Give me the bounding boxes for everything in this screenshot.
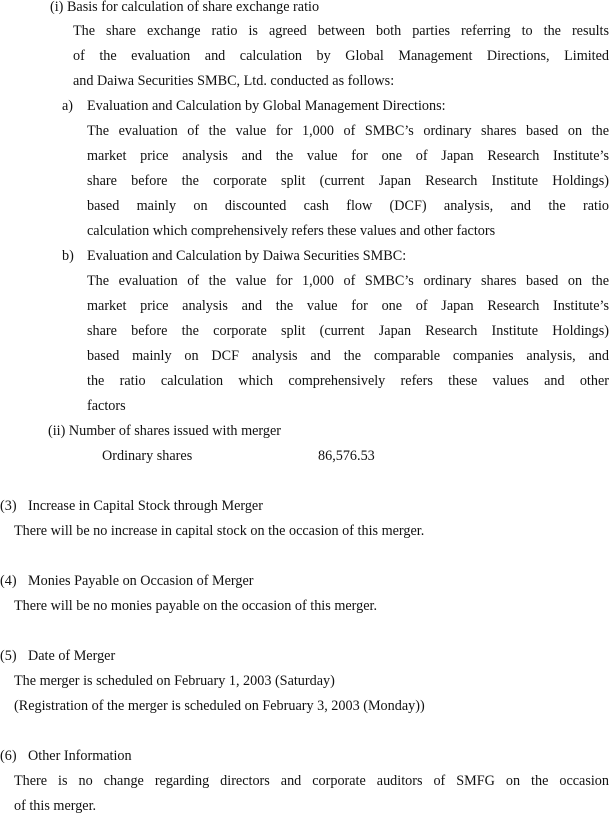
ordinary-shares-value: 86,576.53 [318, 448, 375, 464]
basis-intro-line: The share exchange ratio is agreed between both parties referring to the results [73, 23, 609, 39]
item-b-marker: b) [62, 248, 74, 264]
item-b-line: the ratio calculation which comprehensively refers these values and other [87, 373, 609, 389]
basis-intro-line: and Daiwa Securities SMBC, Ltd. conducted as follows: [73, 73, 395, 89]
section-title: Increase in Capital Stock through Merger [28, 498, 263, 514]
section-text: There is no change regarding directors and corporate auditors of SMFG on the occasion [14, 773, 609, 789]
shares-issued-heading: (ii) Number of shares issued with merger [48, 423, 281, 439]
item-a-line: The evaluation of the value for 1,000 of SMBC’s ordinary shares based on the [87, 123, 609, 139]
section-title: Monies Payable on Occasion of Merger [28, 573, 254, 589]
item-a-line: share before the corporate split (current Japan Research Institute Holdings) [87, 173, 609, 189]
section-text: of this merger. [14, 798, 97, 814]
item-a-marker: a) [62, 98, 74, 114]
item-b-line: based mainly on DCF analysis and the comparable companies analysis, and [87, 348, 609, 364]
item-a-title: Evaluation and Calculation by Global Management Directions: [87, 98, 446, 114]
item-a-line: market price analysis and the value for one of Japan Research Institute’s [87, 148, 609, 164]
item-b-line: market price analysis and the value for one of Japan Research Institute’s [87, 298, 609, 314]
section-number: (3) [0, 498, 17, 514]
section-text: There will be no increase in capital stock on the occasion of this merger. [14, 523, 425, 539]
item-a-line: based mainly on discounted cash flow (DCF) analysis, and the ratio [87, 198, 609, 214]
ordinary-shares-label: Ordinary shares [102, 448, 193, 464]
item-a-line: calculation which comprehensively refers these values and other factors [87, 223, 496, 239]
basis-heading: (i) Basis for calculation of share exchange ratio [50, 0, 320, 15]
section-text: The merger is scheduled on February 1, 2003 (Saturday) [14, 673, 335, 689]
item-b-line: The evaluation of the value for 1,000 of SMBC’s ordinary shares based on the [87, 273, 609, 289]
section-text: (Registration of the merger is scheduled on February 3, 2003 (Monday)) [14, 698, 425, 714]
section-title: Date of Merger [28, 648, 116, 664]
section-title: Other Information [28, 748, 132, 764]
item-b-title: Evaluation and Calculation by Daiwa Securities SMBC: [87, 248, 407, 264]
section-number: (6) [0, 748, 17, 764]
section-number: (5) [0, 648, 17, 664]
section-number: (4) [0, 573, 17, 589]
basis-intro-line: of the evaluation and calculation by Global Management Directions, Limited [73, 48, 609, 64]
item-b-line: share before the corporate split (current Japan Research Institute Holdings) [87, 323, 609, 339]
section-text: There will be no monies payable on the occasion of this merger. [14, 598, 377, 614]
item-b-line: factors [87, 398, 126, 414]
